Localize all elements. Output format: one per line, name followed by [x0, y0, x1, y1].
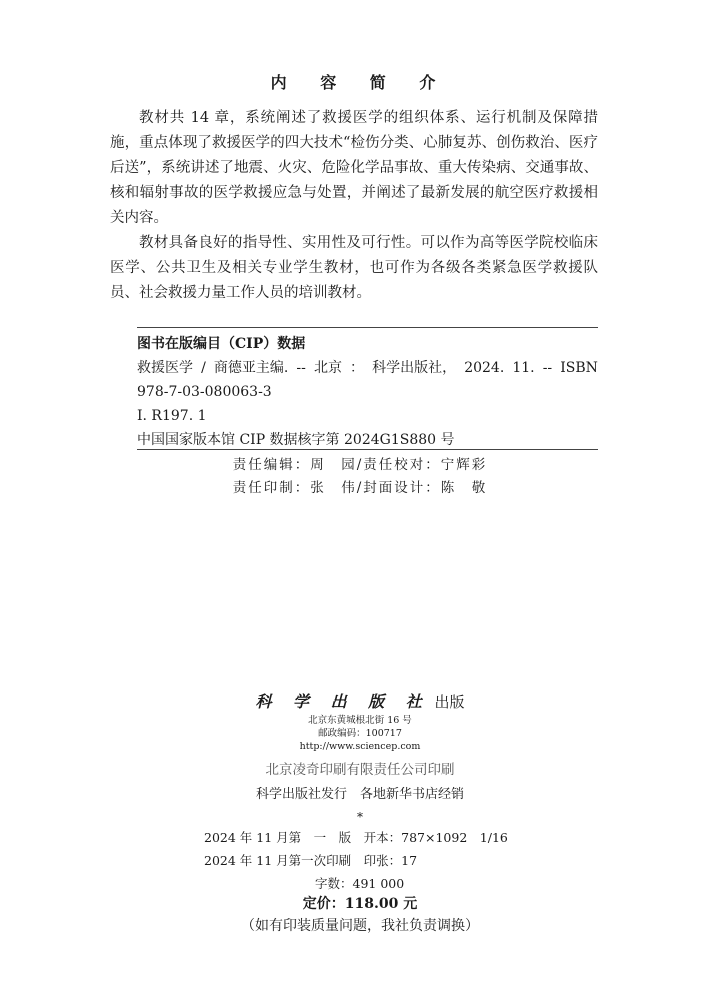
intro-paragraph: 教材具备良好的指导性、实用性及可行性。可以作为高等医学院校临床医学、公共卫生及相关专业学生教材，也可作为各级各类紧急医学救援队员、社会救援力量工作人员的培训教材。 [110, 235, 598, 301]
printer-line: 北京凌奇印刷有限责任公司印刷 [265, 762, 455, 778]
cip-part: 救援医学 [137, 360, 193, 376]
publisher-name [0, 690, 720, 714]
spec-printing: 2024 年 11 月第一次印刷 印张：17 [204, 853, 418, 868]
cip-part: ISBN [560, 360, 598, 376]
cip-part: 11. [512, 360, 535, 376]
cip-block [137, 332, 598, 452]
cip-part: ： [350, 360, 365, 376]
editor-line-1: 责任编辑：周 园/责任校对：宁辉彩 [232, 457, 488, 473]
cip-part: 商德亚主编. [213, 360, 289, 376]
editor-line-2: 责任印制：张 伟/封面设计：陈 敬 [232, 480, 488, 496]
cip-part: 2024. [464, 360, 505, 376]
intro-text [110, 106, 598, 306]
divider-top [137, 327, 598, 328]
cip-isbn: 978-7-03-080063-3 [137, 384, 272, 400]
publisher-address: 北京东黄城根北街 16 号 [308, 715, 412, 726]
cip-line-1 [137, 356, 598, 380]
divider-bottom [137, 449, 598, 450]
cip-part: 科学出版社， [372, 360, 457, 376]
intro-paragraph: 教材共 14 章，系统阐述了救援医学的组织体系、运行机制及保障措施，重点体现了救援医学的四大技术“检伤分类、心肺复苏、创伤救治、医疗后送”，系统讲述了地震、火灾、危险化学品事故、重大传染病、交通事故、核和辐射事故的医学救援应急与处置，并阐述了最新发展的航空医疗救援相关内容。 [110, 110, 598, 226]
editor-credits [0, 454, 720, 500]
price: 定价：118.00 元 [302, 896, 418, 912]
publisher-postcode: 邮政编码：100717 [318, 728, 402, 739]
publisher-suffix: 出版 [434, 693, 465, 711]
intro-title: 内 容 简 介 [270, 73, 450, 92]
cip-classification: Ⅰ. R197. 1 [137, 408, 207, 424]
publisher-block [0, 690, 720, 825]
cip-part: 北京 [313, 360, 342, 376]
separator-star: * [357, 810, 363, 824]
spec-edition: 2024 年 11 月第 一 版 开本：787×1092 1/16 [204, 830, 508, 845]
cip-part: / [201, 360, 206, 376]
spec-wordcount: 字数：491 000 [315, 876, 405, 891]
cip-record-number: 中国国家版本馆 CIP 数据核字第 2024G1S880 号 [137, 432, 455, 448]
quality-note: （如有印装质量问题，我社负责调换） [241, 918, 479, 934]
publisher-website: http://www.sciencep.com [299, 741, 421, 752]
cip-part: -- [296, 360, 306, 376]
distribution-line: 科学出版社发行 各地新华书店经销 [255, 787, 464, 802]
cip-part: -- [542, 360, 553, 376]
print-specs [204, 826, 508, 895]
cip-heading: 图书在版编目（CIP）数据 [137, 336, 306, 352]
publisher-brand: 科 学 出 版 社 [255, 692, 430, 711]
